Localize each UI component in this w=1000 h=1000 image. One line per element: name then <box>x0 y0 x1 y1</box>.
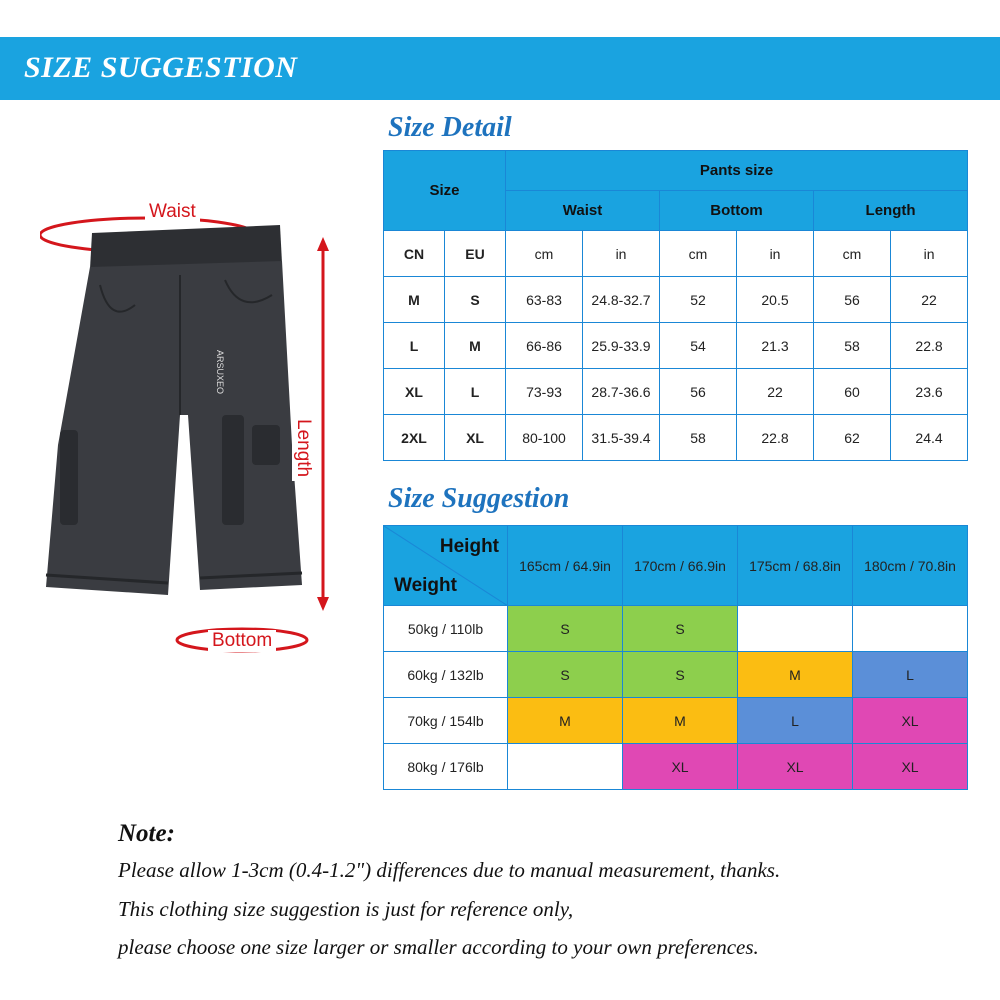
table-cell: 58 <box>660 415 737 461</box>
note-title: Note: <box>118 820 175 847</box>
bottom-label: Bottom <box>208 630 276 652</box>
table-cell: 21.3 <box>737 323 814 369</box>
cn-size: M <box>384 277 445 323</box>
size-cell <box>508 744 623 790</box>
waist-header: Waist <box>506 191 660 231</box>
table-cell: 24.4 <box>891 415 968 461</box>
size-suggestion-table <box>383 525 968 790</box>
size-cell: S <box>508 652 623 698</box>
size-cell: XL <box>853 744 968 790</box>
waist-label: Waist <box>145 201 200 223</box>
cn-size: L <box>384 323 445 369</box>
size-cell: XL <box>738 744 853 790</box>
table-cell: 66-86 <box>506 323 583 369</box>
weight-label-cell: 50kg / 110lb <box>384 606 508 652</box>
table-cell: 22.8 <box>737 415 814 461</box>
table-cell: 56 <box>660 369 737 415</box>
table-cell: 22 <box>891 277 968 323</box>
unit-cell: cm <box>506 231 583 277</box>
size-cell: M <box>623 698 738 744</box>
note-line: This clothing size suggestion is just for reference only, <box>118 897 574 921</box>
table-cell: 56 <box>814 277 891 323</box>
size-suggestion-title: Size Suggestion <box>388 483 570 514</box>
table-row <box>384 277 968 323</box>
weight-label: Weight <box>394 575 457 596</box>
cn-header: CN <box>384 231 445 277</box>
unit-cell: in <box>737 231 814 277</box>
cn-size: XL <box>384 369 445 415</box>
unit-cell: cm <box>660 231 737 277</box>
height-header: 180cm / 70.8in <box>853 526 968 606</box>
unit-cell: in <box>583 231 660 277</box>
eu-size: L <box>445 369 506 415</box>
eu-size: S <box>445 277 506 323</box>
table-row <box>384 369 968 415</box>
height-label: Height <box>439 536 499 557</box>
height-weight-corner <box>384 526 508 606</box>
table-row <box>384 744 968 790</box>
size-cell: L <box>853 652 968 698</box>
size-cell: S <box>623 606 738 652</box>
eu-header: EU <box>445 231 506 277</box>
unit-cell: in <box>891 231 968 277</box>
shorts-illustration <box>40 195 370 665</box>
size-detail-table <box>383 150 968 461</box>
table-cell: 22.8 <box>891 323 968 369</box>
banner-title: SIZE SUGGESTION <box>24 51 298 84</box>
size-detail-title: Size Detail <box>388 112 512 143</box>
table-cell: 22 <box>737 369 814 415</box>
weight-label-cell: 70kg / 154lb <box>384 698 508 744</box>
table-cell: 24.8-32.7 <box>583 277 660 323</box>
size-cell: XL <box>623 744 738 790</box>
table-row <box>384 698 968 744</box>
size-cell: S <box>508 606 623 652</box>
table-cell: 54 <box>660 323 737 369</box>
size-cell: M <box>508 698 623 744</box>
size-cell: XL <box>853 698 968 744</box>
table-cell: 31.5-39.4 <box>583 415 660 461</box>
brand-logo: ARSUXEO <box>215 350 225 395</box>
table-cell: 28.7-36.6 <box>583 369 660 415</box>
bottom-header: Bottom <box>660 191 814 231</box>
size-cell: M <box>738 652 853 698</box>
note-line: please choose one size larger or smaller according to your own preferences. <box>118 935 759 959</box>
note-line: Please allow 1-3cm (0.4-1.2") differences due to manual measurement, thanks. <box>118 858 781 882</box>
height-header: 175cm / 68.8in <box>738 526 853 606</box>
size-cell <box>738 606 853 652</box>
table-cell: 25.9-33.9 <box>583 323 660 369</box>
table-cell: 63-83 <box>506 277 583 323</box>
header-banner <box>0 37 1000 100</box>
weight-label-cell: 80kg / 176lb <box>384 744 508 790</box>
height-header: 170cm / 66.9in <box>623 526 738 606</box>
shorts-image <box>40 195 370 665</box>
table-cell: 52 <box>660 277 737 323</box>
pants-size-header: Pants size <box>506 151 968 191</box>
table-cell: 20.5 <box>737 277 814 323</box>
unit-cell: cm <box>814 231 891 277</box>
table-row <box>384 606 968 652</box>
table-row <box>384 323 968 369</box>
height-header: 165cm / 64.9in <box>508 526 623 606</box>
size-cell: S <box>623 652 738 698</box>
table-cell: 80-100 <box>506 415 583 461</box>
unit-row <box>384 231 968 277</box>
size-cell <box>853 606 968 652</box>
table-row <box>384 415 968 461</box>
length-label: Length <box>292 415 314 481</box>
table-cell: 62 <box>814 415 891 461</box>
eu-size: M <box>445 323 506 369</box>
table-cell: 58 <box>814 323 891 369</box>
table-cell: 73-93 <box>506 369 583 415</box>
eu-size: XL <box>445 415 506 461</box>
table-cell: 23.6 <box>891 369 968 415</box>
table-row <box>384 652 968 698</box>
weight-label-cell: 60kg / 132lb <box>384 652 508 698</box>
table-cell: 60 <box>814 369 891 415</box>
size-cell: L <box>738 698 853 744</box>
cn-size: 2XL <box>384 415 445 461</box>
length-header: Length <box>814 191 968 231</box>
size-header: Size <box>384 151 506 231</box>
